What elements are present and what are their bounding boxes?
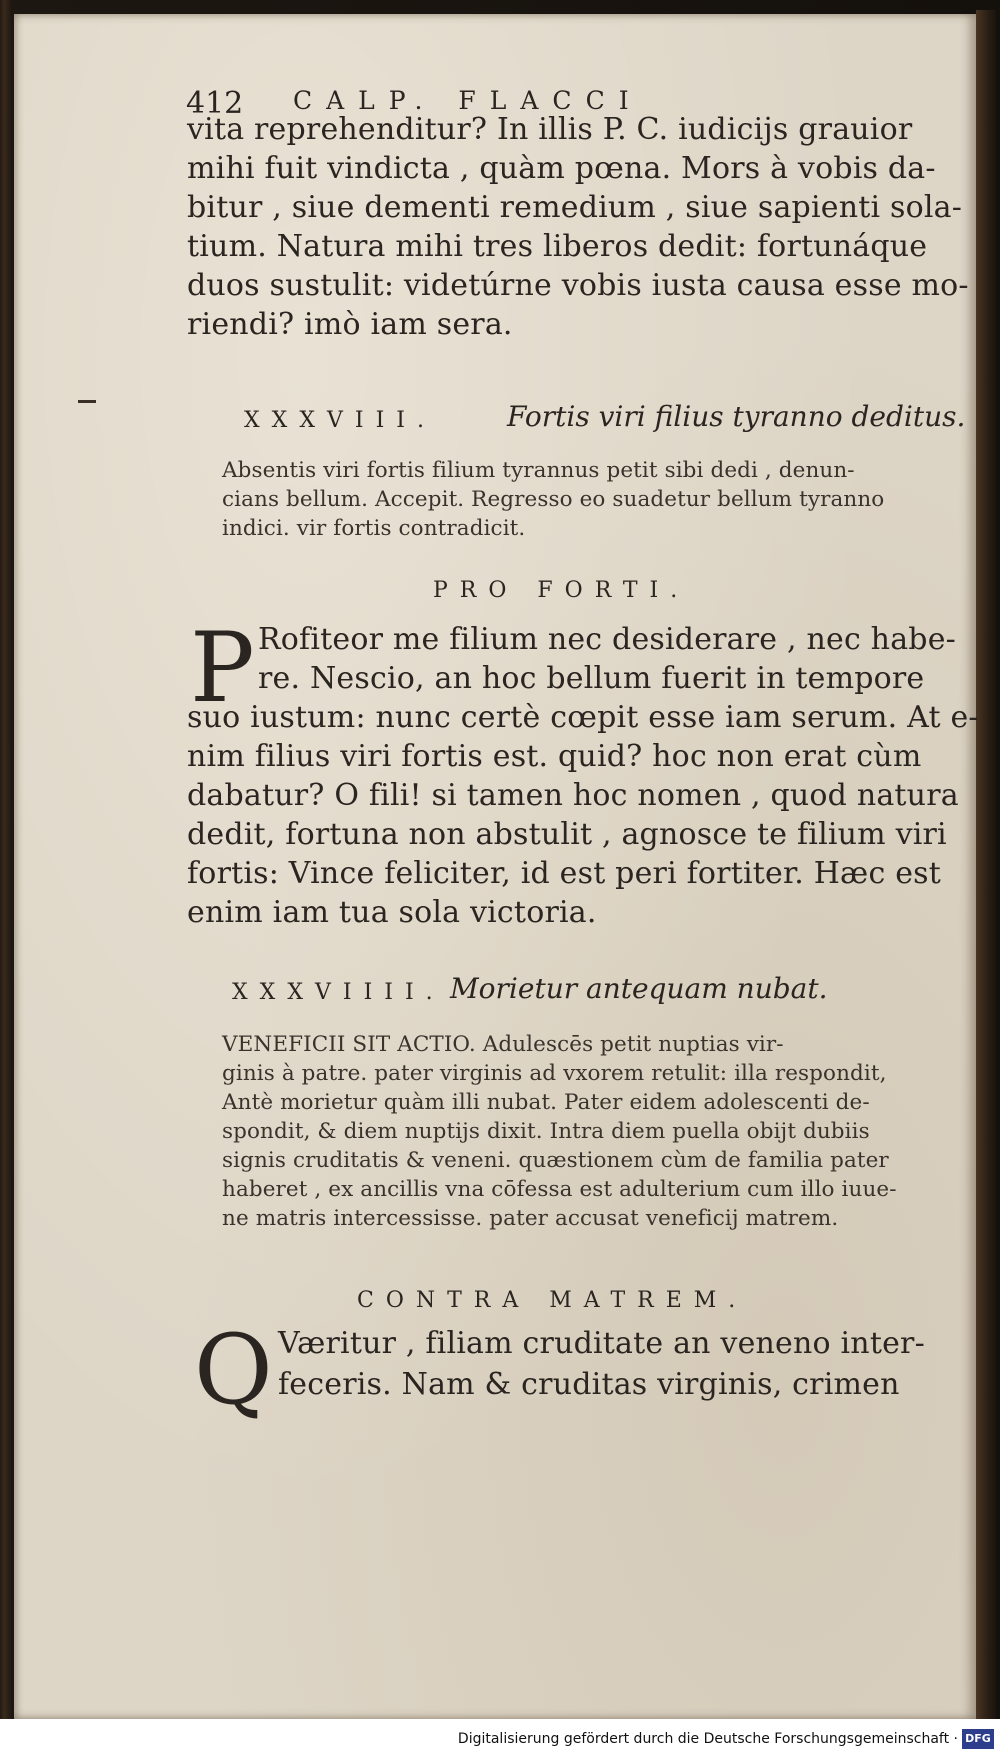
margin-mark (78, 400, 96, 403)
argument-line: ne matris intercessisse. pater accusat veneficij matrem. (222, 1206, 839, 1231)
text-line: enim iam tua sola victoria. (187, 895, 597, 930)
text-line: Væritur , filiam cruditate an veneno inter- (278, 1326, 925, 1361)
text-line: feceris. Nam & cruditas virginis, crimen (278, 1367, 900, 1402)
drop-cap: P (190, 612, 255, 724)
section-number: XXXVIII. (244, 408, 436, 433)
argument-line: haberet , ex ancillis vna cōfessa est adulterium cum illo iuue- (222, 1177, 897, 1202)
text-line: vita reprehenditur? In illis P. C. iudicijs grauior (187, 112, 913, 147)
drop-cap: Q (194, 1314, 273, 1426)
text-line: mihi fuit vindicta , quàm pœna. Mors à vobis da- (187, 151, 936, 186)
text-line: bitur , siue dementi remedium , siue sapienti sola- (187, 190, 963, 225)
text-line: Rofiteor me filium nec desiderare , nec habe- (258, 622, 956, 657)
dfg-logo-icon: DFG (962, 1729, 994, 1749)
text-line: duos sustulit: videtúrne vobis iusta causa esse mo- (187, 268, 969, 303)
argument-line: signis cruditatis & veneni. quæstionem cùm de familia pater (222, 1148, 889, 1173)
running-title: CALP. FLACCI (293, 86, 643, 115)
speech-heading: CONTRA MATREM. (357, 1288, 748, 1313)
argument-line: ginis à patre. pater virginis ad vxorem retulit: illa respondit, (222, 1061, 887, 1086)
section-number: XXXVIIII. (232, 980, 445, 1005)
argument-line: Antè morietur quàm illi nubat. Pater eidem adolescenti de- (222, 1090, 870, 1115)
argument-line: cians bellum. Accepit. Regresso eo suadetur bellum tyranno (222, 487, 885, 512)
text-line: fortis: Vince feliciter, id est peri fortiter. Hæc est (187, 856, 942, 891)
text-line: dabatur? O fili! si tamen hoc nomen , quod natura (187, 778, 959, 813)
argument-line: VENEFICII SIT ACTIO. Adulescēs petit nuptias vir- (222, 1032, 784, 1057)
section-title: Fortis viri filius tyranno deditus. (507, 400, 966, 433)
speech-heading: PRO FORTI. (433, 578, 690, 603)
argument-line: Absentis viri fortis filium tyrannus petit sibi dedi , denun- (222, 458, 855, 483)
text-line: riendi? imò iam sera. (187, 307, 513, 342)
funding-credit: Digitalisierung gefördert durch die Deutsche Forschungsgemeinschaft · (457, 1731, 958, 1747)
argument-line: spondit, & diem nuptijs dixit. Intra diem puella obijt dubiis (222, 1119, 870, 1144)
argument-line: indici. vir fortis contradicit. (222, 516, 526, 541)
text-line: re. Nescio, an hoc bellum fuerit in tempore (258, 661, 925, 696)
text-line: dedit, fortuna non abstulit , agnosce te filium viri (187, 817, 947, 852)
text-line: tium. Natura mihi tres liberos dedit: fortunáque (187, 229, 928, 264)
text-line: suo iustum: nunc certè cœpit esse iam serum. At e- (187, 700, 979, 735)
page-edge (976, 10, 996, 1725)
footer-bar (0, 1719, 1000, 1761)
page-number: 412 (186, 86, 244, 121)
text-line: nim filius viri fortis est. quid? hoc non erat cùm (187, 739, 922, 774)
section-title: Morietur antequam nubat. (450, 972, 828, 1005)
